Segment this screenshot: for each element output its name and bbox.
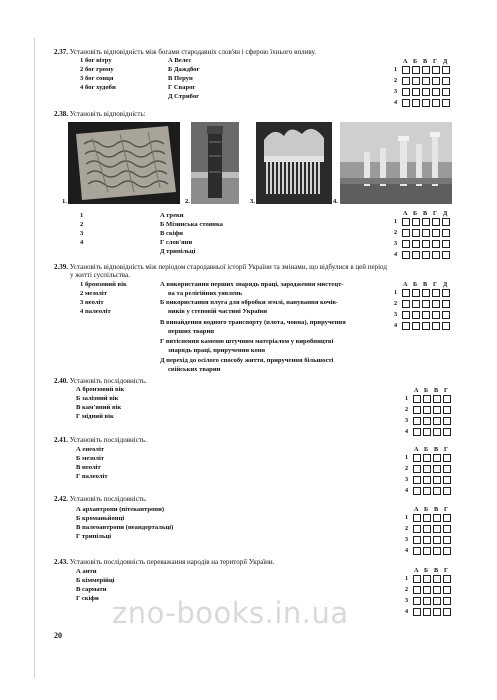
answer-cell[interactable]	[432, 77, 440, 85]
question-text: Установіть відповідність між періодом стародавньої історії України та змінами, що відбулися в цей період	[69, 263, 387, 271]
list-item: Г трипільці	[76, 533, 112, 540]
answer-cell[interactable]	[423, 487, 431, 495]
list-item: Б Мізинська стоянка	[160, 221, 223, 228]
answer-cell[interactable]	[422, 229, 430, 237]
grid-column-header: А	[414, 567, 419, 574]
grid-column-header: Д	[443, 281, 448, 288]
grid-column-header: Б	[413, 281, 418, 288]
grid-column-header: В	[434, 506, 439, 513]
answer-cell[interactable]	[442, 99, 450, 107]
page-number: 20	[54, 631, 62, 640]
answer-cell[interactable]	[402, 251, 410, 259]
answer-cell[interactable]	[422, 99, 430, 107]
grid-row-number: 1	[394, 66, 398, 73]
grid-row-number: 4	[394, 322, 398, 329]
answer-cell[interactable]	[413, 487, 421, 495]
list-item: Д перехід до осілого способу життя, приручення більшості	[160, 357, 334, 364]
answer-cell[interactable]	[443, 428, 451, 436]
grid-row-number: 3	[405, 536, 409, 543]
list-item: В сармати	[76, 586, 107, 593]
answer-cell[interactable]	[443, 514, 451, 522]
grid-column-header: Г	[444, 567, 448, 574]
answer-cell[interactable]	[443, 454, 451, 462]
list-item: Б кроманьйонці	[76, 515, 125, 522]
answer-cell[interactable]	[443, 536, 451, 544]
answer-cell[interactable]	[413, 465, 421, 473]
answer-cell[interactable]	[442, 66, 450, 74]
answer-cell[interactable]	[443, 406, 451, 414]
grid-column-header: В	[434, 446, 439, 453]
answer-cell[interactable]	[402, 240, 410, 248]
grid-row-number: 2	[405, 586, 409, 593]
question-2-37-heading	[54, 48, 316, 56]
list-item: 4 палеоліт	[80, 308, 111, 315]
answer-cell[interactable]	[423, 417, 431, 425]
answer-cell[interactable]	[433, 608, 441, 616]
answer-cell[interactable]	[402, 311, 410, 319]
question-2-40-heading	[54, 377, 147, 385]
answer-cell[interactable]	[412, 229, 420, 237]
list-item: В винайдення водного транспорту (плота, човна), приручення	[160, 319, 346, 326]
answer-cell[interactable]	[423, 428, 431, 436]
answer-cell[interactable]	[443, 597, 451, 605]
question-text: Установіть послідовність переважання народів на території України.	[69, 558, 275, 566]
answer-cell[interactable]	[442, 77, 450, 85]
answer-cell[interactable]	[432, 99, 440, 107]
answer-cell[interactable]	[423, 514, 431, 522]
answer-cell[interactable]	[432, 229, 440, 237]
answer-cell[interactable]	[432, 322, 440, 330]
list-item: В неоліт	[76, 464, 101, 471]
grid-row-number: 1	[405, 575, 409, 582]
grid-column-header: А	[414, 446, 419, 453]
answer-cell[interactable]	[402, 322, 410, 330]
grid-column-header: В	[423, 210, 428, 217]
answer-cell[interactable]	[422, 300, 430, 308]
grid-row-number: 4	[405, 608, 409, 615]
grid-column-header: В	[423, 281, 428, 288]
answer-cell[interactable]	[443, 395, 451, 403]
answer-cell[interactable]	[422, 240, 430, 248]
grid-row-number: 1	[405, 395, 409, 402]
question-text: Установіть відповідність між богами стародавніх слов'ян і сферою їхнього впливу.	[69, 48, 317, 56]
list-item: А анти	[76, 568, 97, 575]
grid-column-header: В	[434, 567, 439, 574]
answer-cell[interactable]	[432, 300, 440, 308]
grid-row-number: 2	[394, 77, 398, 84]
grid-row-number: 1	[394, 218, 398, 225]
photo-golden-comb	[256, 122, 332, 204]
grid-column-header: Г	[433, 210, 437, 217]
answer-cell[interactable]	[413, 454, 421, 462]
grid-row-number: 3	[405, 417, 409, 424]
list-item: А архантропи (пітекантропи)	[76, 506, 165, 513]
answer-cell[interactable]	[412, 218, 420, 226]
answer-cell[interactable]	[412, 311, 420, 319]
question-2-42-heading	[54, 495, 147, 503]
answer-cell[interactable]	[442, 300, 450, 308]
list-item: А використання перших знарядь праці, зародження мистецт-	[160, 281, 344, 288]
question-2-43-heading	[54, 558, 274, 566]
question-text: Установіть послідовність.	[69, 436, 147, 444]
list-item: Д трипільці	[160, 248, 196, 255]
answer-cell[interactable]	[432, 311, 440, 319]
answer-cell[interactable]	[433, 454, 441, 462]
answer-cell[interactable]	[402, 99, 410, 107]
answer-cell[interactable]	[433, 525, 441, 533]
list-item: 2 мезоліт	[80, 290, 107, 297]
list-item: 3 бог сонця	[80, 75, 114, 82]
question-text: Установіть послідовність.	[69, 377, 147, 385]
grid-row-number: 3	[394, 88, 398, 95]
answer-cell[interactable]	[422, 218, 430, 226]
answer-cell[interactable]	[423, 465, 431, 473]
question-text: Установіть відповідність:	[69, 110, 146, 118]
grid-column-header: А	[403, 210, 408, 217]
answer-cell[interactable]	[433, 547, 441, 555]
grid-row-number: 3	[405, 597, 409, 604]
answer-cell[interactable]	[413, 476, 421, 484]
grid-column-header: А	[414, 387, 419, 394]
answer-cell[interactable]	[402, 77, 410, 85]
answer-cell[interactable]	[422, 311, 430, 319]
list-item: Г мідний вік	[76, 413, 114, 420]
list-item: В скіфи	[160, 230, 183, 237]
image-label: 3.	[250, 198, 255, 205]
answer-cell[interactable]	[432, 240, 440, 248]
list-item: Г скіфи	[76, 595, 99, 602]
image-label: 4.	[333, 198, 338, 205]
answer-cell[interactable]	[422, 251, 430, 259]
grid-column-header: А	[403, 281, 408, 288]
answer-cell[interactable]	[413, 406, 421, 414]
answer-cell[interactable]	[423, 608, 431, 616]
question-number: 2.37.	[54, 48, 68, 56]
answer-cell[interactable]	[432, 218, 440, 226]
grid-row-number: 3	[405, 476, 409, 483]
list-item: Б залізний вік	[76, 395, 119, 402]
grid-row-number: 1	[394, 289, 398, 296]
question-number: 2.42.	[54, 495, 68, 503]
question-number: 2.40.	[54, 377, 68, 385]
list-item-continued: свійських тварин	[168, 366, 221, 373]
answer-cell[interactable]	[423, 536, 431, 544]
list-item: 2 бог грому	[80, 66, 114, 73]
answer-cell[interactable]	[433, 597, 441, 605]
answer-cell[interactable]	[413, 575, 421, 583]
grid-column-header: Б	[424, 387, 429, 394]
answer-cell[interactable]	[433, 487, 441, 495]
answer-cell[interactable]	[402, 289, 410, 297]
grid-column-header: Г	[433, 281, 437, 288]
answer-cell[interactable]	[402, 66, 410, 74]
answer-cell[interactable]	[413, 536, 421, 544]
grid-row-number: 4	[405, 547, 409, 554]
answer-cell[interactable]	[412, 322, 420, 330]
list-item: 3	[80, 230, 84, 237]
answer-cell[interactable]	[443, 586, 451, 594]
answer-cell[interactable]	[422, 77, 430, 85]
list-item: Г витіснення каменю штучним матеріалом у виробництві	[160, 338, 334, 345]
question-2-38-heading	[54, 110, 146, 118]
list-item: Б кіммерійці	[76, 577, 115, 584]
list-item-continued: ва та релігійних уявлень	[168, 290, 243, 297]
answer-cell[interactable]	[442, 322, 450, 330]
answer-cell[interactable]	[442, 229, 450, 237]
answer-cell[interactable]	[413, 586, 421, 594]
list-item: А бронзовий вік	[76, 386, 125, 393]
list-item: 1	[80, 212, 84, 219]
answer-cell[interactable]	[442, 289, 450, 297]
grid-column-header: Б	[413, 58, 418, 65]
answer-cell[interactable]	[443, 476, 451, 484]
answer-cell[interactable]	[412, 251, 420, 259]
answer-cell[interactable]	[402, 229, 410, 237]
list-item: 2	[80, 221, 84, 228]
question-number: 2.41.	[54, 436, 68, 444]
list-item: А Велес	[168, 57, 192, 64]
grid-row-number: 2	[394, 229, 398, 236]
answer-cell[interactable]	[433, 417, 441, 425]
list-item-continued: ників у степовій частині України	[168, 308, 267, 315]
answer-cell[interactable]	[413, 428, 421, 436]
answer-cell[interactable]	[433, 428, 441, 436]
answer-cell[interactable]	[412, 88, 420, 96]
grid-column-header: В	[423, 58, 428, 65]
grid-column-header: Д	[443, 58, 448, 65]
answer-cell[interactable]	[422, 322, 430, 330]
answer-cell[interactable]	[423, 547, 431, 555]
grid-column-header: В	[434, 387, 439, 394]
answer-cell[interactable]	[412, 99, 420, 107]
answer-cell[interactable]	[433, 514, 441, 522]
list-item: 1 бог вітру	[80, 57, 112, 64]
grid-column-header: Г	[433, 58, 437, 65]
question-number: 2.39.	[54, 263, 68, 271]
answer-cell[interactable]	[413, 597, 421, 605]
answer-cell[interactable]	[402, 218, 410, 226]
grid-row-number: 2	[405, 525, 409, 532]
watermark: zno-books.in.ua	[112, 596, 349, 630]
answer-cell[interactable]	[433, 536, 441, 544]
answer-cell[interactable]	[433, 395, 441, 403]
image-label: 2.	[185, 198, 190, 205]
answer-cell[interactable]	[423, 586, 431, 594]
photo-ancient-ruins	[340, 122, 452, 204]
image-label: 1.	[62, 198, 67, 205]
grid-row-number: 2	[394, 300, 398, 307]
answer-cell[interactable]	[432, 66, 440, 74]
list-item: 1 бронзовий вік	[80, 281, 127, 288]
answer-cell[interactable]	[433, 476, 441, 484]
answer-cell[interactable]	[413, 417, 421, 425]
answer-cell[interactable]	[423, 476, 431, 484]
grid-column-header: Б	[424, 506, 429, 513]
answer-cell[interactable]	[423, 525, 431, 533]
grid-column-header: Г	[444, 387, 448, 394]
list-item: Б Даждбог	[168, 66, 200, 73]
grid-column-header: Д	[443, 210, 448, 217]
answer-cell[interactable]	[433, 465, 441, 473]
grid-row-number: 3	[394, 240, 398, 247]
grid-row-number: 4	[394, 251, 398, 258]
answer-cell[interactable]	[422, 88, 430, 96]
question-text-continued: у житті суспільства.	[70, 271, 130, 279]
answer-cell[interactable]	[413, 395, 421, 403]
grid-row-number: 4	[394, 99, 398, 106]
list-item: В кам'яний вік	[76, 404, 122, 411]
answer-cell[interactable]	[413, 608, 421, 616]
answer-cell[interactable]	[402, 88, 410, 96]
list-item: А енеоліт	[76, 446, 105, 453]
question-2-39-heading	[54, 263, 387, 271]
answer-cell[interactable]	[442, 251, 450, 259]
grid-row-number: 1	[405, 514, 409, 521]
grid-row-number: 3	[394, 311, 398, 318]
grid-row-number: 2	[405, 406, 409, 413]
answer-cell[interactable]	[412, 300, 420, 308]
answer-cell[interactable]	[412, 66, 420, 74]
grid-column-header: Б	[424, 446, 429, 453]
photo-stone-idol	[191, 122, 239, 204]
question-number: 2.38.	[54, 110, 68, 118]
grid-row-number: 4	[405, 487, 409, 494]
answer-cell[interactable]	[413, 514, 421, 522]
list-item: В Перун	[168, 75, 193, 82]
grid-column-header: Г	[444, 506, 448, 513]
grid-row-number: 4	[405, 428, 409, 435]
answer-cell[interactable]	[442, 218, 450, 226]
answer-cell[interactable]	[402, 300, 410, 308]
list-item: Г Сварог	[168, 84, 196, 91]
answer-cell[interactable]	[442, 88, 450, 96]
grid-column-header: А	[414, 506, 419, 513]
answer-cell[interactable]	[413, 525, 421, 533]
grid-row-number: 2	[405, 465, 409, 472]
answer-cell[interactable]	[412, 240, 420, 248]
list-item-continued: знарядь праці, приручення коня	[168, 347, 266, 354]
answer-cell[interactable]	[412, 77, 420, 85]
answer-cell[interactable]	[423, 575, 431, 583]
answer-cell[interactable]	[443, 608, 451, 616]
answer-cell[interactable]	[433, 575, 441, 583]
grid-column-header: А	[403, 58, 408, 65]
grid-row-number: 1	[405, 454, 409, 461]
answer-cell[interactable]	[443, 465, 451, 473]
list-item-continued: перших тварин	[168, 328, 215, 335]
answer-cell[interactable]	[432, 88, 440, 96]
list-item: 4 бог худоби	[80, 84, 116, 91]
answer-cell[interactable]	[433, 586, 441, 594]
answer-cell[interactable]	[443, 547, 451, 555]
grid-column-header: Б	[413, 210, 418, 217]
list-item: Г слов'яни	[160, 239, 193, 246]
list-item: Г палеоліт	[76, 473, 108, 480]
question-text: Установіть послідовність.	[69, 495, 147, 503]
answer-cell[interactable]	[423, 454, 431, 462]
answer-cell[interactable]	[422, 289, 430, 297]
answer-cell[interactable]	[433, 406, 441, 414]
answer-cell[interactable]	[412, 289, 420, 297]
answer-cell[interactable]	[442, 240, 450, 248]
list-item: 4	[80, 239, 84, 246]
answer-cell[interactable]	[423, 395, 431, 403]
answer-cell[interactable]	[432, 289, 440, 297]
answer-cell[interactable]	[443, 417, 451, 425]
answer-cell[interactable]	[443, 525, 451, 533]
answer-cell[interactable]	[413, 547, 421, 555]
answer-cell[interactable]	[423, 597, 431, 605]
list-item: Б мезоліт	[76, 455, 105, 462]
list-item: Д Стрибог	[168, 93, 200, 100]
list-item: А греки	[160, 212, 184, 219]
answer-cell[interactable]	[442, 311, 450, 319]
answer-cell[interactable]	[443, 487, 451, 495]
answer-cell[interactable]	[423, 406, 431, 414]
list-item: В палеоантропи (неандертальці)	[76, 524, 174, 531]
list-item: Б використання плуга для обробки землі, панування кочів-	[160, 299, 339, 306]
photo-carved-bone-plate	[68, 122, 180, 204]
answer-cell[interactable]	[443, 575, 451, 583]
question-number: 2.43.	[54, 558, 68, 566]
list-item: 3 неоліт	[80, 299, 104, 306]
answer-cell[interactable]	[432, 251, 440, 259]
grid-column-header: Б	[424, 567, 429, 574]
question-2-41-heading	[54, 436, 147, 444]
grid-column-header: Г	[444, 446, 448, 453]
answer-cell[interactable]	[422, 66, 430, 74]
